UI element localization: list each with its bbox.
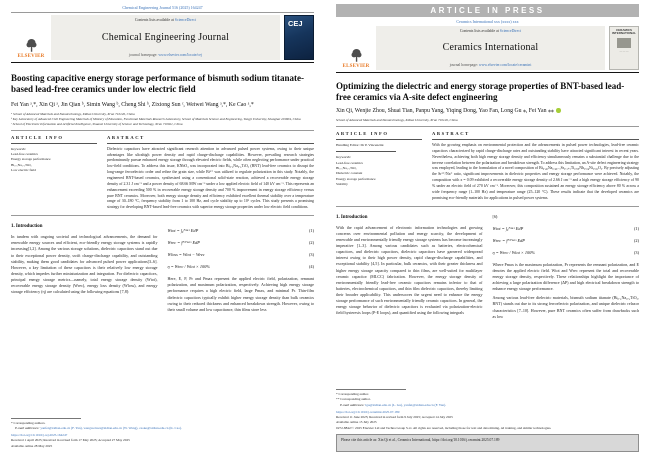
divider [336,139,422,140]
keyword-item: Lead-free ceramics [336,160,363,165]
masthead-center [51,15,280,60]
doi-link[interactable]: https://doi.org/10.1016/j.ceramint.2025.07.189 [336,409,400,414]
journal-masthead [336,26,639,70]
abstract-column [107,135,314,211]
divider [11,12,314,13]
introduction-text: With the rapid advancement of electronic information technologies and growing concerns over environmental pollution and energy scarcity, the development of renewable and environmentally friendly energy storage systems has become increasingly imperative [1–3]. Among various candidates such as batteries, electrochemical capacitors, and dielectric capacitors, dielectric capacitors have garnered widespread interest owing to their high power density, rapid charge-discharge capabilities, and exceptional stability [4,5]. In particular, bulk ceramics, with their greater thickness and higher energy storage capacity compared to thin films, are well-suited for multilayer ceramic capacitor (MLCC) fabrication. However, the energy storage density of environmentally friendly lead-free ceramic capacitors remains inferior to that of batteries, electrochemical capacitors, and thin film dielectric capacitors, thereby limiting their broader applicability. This underscores the urgent need to enhance the energy storage performance of such environmentally friendly ceramic capacitors. In general, the energy storage behavior of dielectric capacitors is evaluated via polarization-electric field hysteresis loops (P-E loops), and quantified using the following integrals [336,224,483,316]
keyword-item: Energy storage performance [336,176,376,181]
equation-body: Wrec = ∫ᴾʳᴾᵐᵃˣ EdP [167,240,200,246]
paper-page-ceramics-international [325,0,650,458]
elsevier-tree-icon [350,48,363,63]
article-info-column [11,135,97,211]
affiliation-item: ᶜ School of Electronic Information and Artificial Intelligence, Shaanxi University of Science and Technology, Xi'an 710021, China [11,121,183,126]
equation-body: Wloss = Wtot − Wrec [167,252,205,258]
copyright-line: 0272-8842/© 2025 Elsevier Ltd and Techna Group S.r.l. All rights are reserved, including those for text and data mining, AI training, and similar technologies. [336,425,552,430]
elsevier-logo [11,15,51,60]
keywords-label: Keywords: [336,155,352,160]
abstract-heading: ABSTRACT [432,131,470,137]
corresponding-note: * Corresponding authors. [11,420,46,425]
email-label: E-mail addresses: [15,425,40,430]
equation-body: Wtot = ∫₀ᴾᵐᵃˣ EdP [492,225,524,231]
email-links[interactable]: lgu@xidian.edu.cn (L. Gu), yanfei@xidian.edu.cn (F. Yan). [365,402,447,407]
equation-number: (1) [308,228,314,234]
cover-column [284,15,314,60]
contents-prefix: Contents lists available at [459,28,499,33]
keywords-block [11,147,97,174]
author-list: Fei Yan ᵃ,*, Xin Qi ᵃ, Jin Qian ᵇ, Simin Wang ᵇ, Cheng Shi ᵇ, Zixiong Sun ᶜ, Weiwei Wang ᵃ,*, Ke Cao ᵃ,* [11,101,254,108]
article-info-heading: ARTICLE INFO [336,131,389,137]
footnote-divider [336,389,406,390]
equation [168,264,315,269]
equation-body: η = Wrec / Wtot × 100% [492,249,535,255]
keyword-item: Low electric field [11,168,36,173]
affiliations [11,112,314,126]
orcid-icon[interactable] [556,108,561,113]
contents-line [53,18,278,22]
abstract-text: With the growing emphasis on environmental protection and the advancements in pulsed power technologies, lead-free ceramic capacitors characterized by rapid charge-discharge rates and outstanding stability have attracted significant interest in recent years. Nevertheless, achieving both high energy storage density and efficiency simultaneously remains a substantial challenge due to the inverse correlation between the polarization and breakdown strength. To address this limitation, an A-site defect engineering strategy was employed, leading to the formulation of a novel composition of Bi₀.₄₈Na₀.₄₈₋ₓSr₀.₁₊ₓTi₀.₈₉Nb₀.₀₄Ni₀.₀₆O₃. By precisely adjusting the Sr²⁺/Na⁺ ratio, significant improvements in dielectric properties and energy storage performance were achieved. Notably, the composition with x = 0.09 exhibited a recoverable energy storage density of 2.66 J cm⁻³ and a high energy storage efficiency of 90 % under an electric field of 270 kV cm⁻¹. Moreover, this composition sustained an energy storage efficiency above 80 % across a wide frequency range (1–100 Hz) and temperature range (25–120 °C). These results indicate that the developed ceramics are promising eco-friendly materials for applications in pulsed power systems. [432,142,639,200]
elsevier-wordmark: ELSEVIER [17,54,45,59]
article-title: Boosting capacitive energy storage performance of bismuth sodium titanate-based lead-free ceramics under low electric field [11,73,304,95]
keyword-item: Energy storage performance [11,157,51,162]
journal-cover-thumbnail[interactable]: CEJ [284,15,314,60]
keyword-item: Bi₀.₅Na₀.₅TiO₃ [336,166,357,171]
journal-citation: Ceramics International xxx (xxxx) xxx [456,18,519,24]
email-links[interactable]: yanfei@xidian.edu.cn (F. Yan), wangweiwei@xidian.edu.cn (W. Wang), caoke@xidian.edu.cn (K. Cao). [40,425,182,430]
available-online: Available online 28 May 2025 [11,443,53,448]
body-left-column [336,212,483,320]
homepage-line [378,63,603,67]
post-equation-text: Here, E, P, Pr and Pmax represent the applied electric field, polarization, remnant polarization, and maximum polarization, respectively. Achieving high energy storage performance requires a high electric field, large Pmax, and minimal Pr. Thin-film dielectric capacitors typically exhibit higher energy storage density than bulk ceramics owing to their reduced thickness and enhanced breakdown strength. However, owing to their small volume and low capacitance, thin films store less [167,276,314,312]
corresponding-note-2: ** Corresponding author. [336,397,371,402]
article-title: Optimizing the dielectric and energy storage properties of BNT-based lead-free ceramics via A-site defect engineering [336,80,625,102]
journal-title: Ceramics International [442,42,539,53]
equation [168,240,315,245]
equation-number: (2) [308,240,314,246]
equation-lead-reference: [6]: [492,213,499,219]
equation-number: (4) [308,264,314,270]
cover-title: CERAMICS INTERNATIONAL [611,27,637,35]
article-info-column [336,131,422,201]
divider [336,126,639,127]
footnote-divider [11,418,81,419]
equation [168,252,315,257]
body-left-column [11,221,158,313]
divider [336,206,639,207]
equation-number: (1) [633,225,639,231]
received-dates: Received 11 June 2025; Received in revised form 9 July 2025; Accepted 14 July 2025 [336,415,453,420]
corresponding-note: * Corresponding author. [336,392,369,397]
contents-line [378,29,603,33]
article-body [336,212,639,320]
cover-detail-lines: — — — [619,50,629,54]
divider [11,143,97,144]
keywords-block [336,155,422,188]
masthead-center [376,26,605,70]
article-info-section [336,131,639,201]
cover-column [609,26,639,70]
equation-body: η = Wrec / Wtot × 100% [167,264,210,270]
masthead-divider [11,62,314,63]
divider [107,143,314,144]
equation-body: Wrec = ∫ᴾʳᴾᵐᵃˣ EdP [492,237,525,243]
page-footer [11,418,314,449]
homepage-prefix: journal homepage: [129,53,158,57]
abstract-column [432,131,639,201]
affiliation-item: ᵃ School of Advanced Materials and Nanotechnology, Xidian University, Xi'an 710126, China [11,112,135,117]
equation [493,250,640,255]
please-cite-box: Please cite this article as: Xin Qi et al., Ceramics International, https://doi.org/10.1016/j.ceramint.2025.07.189 [336,434,639,452]
article-body [11,221,314,313]
affiliations [336,118,639,123]
homepage-link[interactable]: www.elsevier.com/locate/ceramint [478,62,532,67]
journal-masthead [11,15,314,60]
keyword-item: Stability [336,182,348,187]
received-dates: Received 1 April 2025; Received in revised form 17 May 2025; Accepted 27 May 2025 [11,438,130,443]
email-line [336,403,639,408]
equation-body: Wtot = ∫₀ᴾᵐᵃˣ EdP [167,228,199,234]
elsevier-tree-icon [25,38,38,53]
keyword-item: Lead-free ceramics [11,152,38,157]
journal-title: Chemical Engineering Journal [101,32,230,43]
cover-image [617,38,631,48]
section-heading: 1. Introduction [11,224,43,230]
equation-number: (3) [308,252,314,258]
divider [336,151,396,152]
keyword-item: Bi₀.₅Na₀.₅TiO₃ [11,162,32,167]
elsevier-wordmark: ELSEVIER [342,63,370,69]
body-right-column [168,221,315,313]
equation [493,226,640,231]
available-online: Available online 15 July 2025 [336,420,377,425]
masthead-divider [336,72,639,73]
body-right-column [493,212,640,320]
abstract-heading: ABSTRACT [107,135,145,141]
homepage-line [53,53,278,57]
homepage-prefix: journal homepage: [449,62,478,67]
post-equation-text-2: Among various lead-free dielectric materials, bismuth sodium titanate (Bi₀.₅Na₀.₅TiO₃, BNT) stands out due to its strong ferroelectric polarization, and unique dielectric relaxor characteristics [7–10]. However, pure BNT ceramics often suffer from drawbacks such as low [492,295,639,319]
journal-citation: Chemical Engineering Journal 516 (2025) 164247 [122,5,203,10]
sciencedirect-link[interactable]: ScienceDirect [174,18,197,22]
article-info-heading: ARTICLE INFO [11,135,64,141]
contents-prefix: Contents lists available at [134,18,174,22]
equation-number: (2) [633,237,639,243]
divider [432,139,639,140]
handling-editor: Handling Editor: Dr P. Vincenzini [336,142,384,147]
divider [11,130,314,131]
abstract-text: Dielectric capacitors have attracted significant research attention in advanced pulsed power systems, owing to their unique advantages like ultrahigh power density and rapid charge-discharge capabilities. However, prevailing research strategies predominantly pursue enhanced energy storage through elevated electric fields, while often neglecting performance under practical low-field conditions. To address this issue, KNbO₃ was incorporated into Bi₀.₅Na₀.₅TiO₃ (BNT) lead-free ceramics to disrupt the long-range ferroelectric order and refine the grain size, while Bi³⁺ was utilized to regulate polarization in this study. Notably, the engineered BNT-based ceramics, synthesized using a conventional solid-state reaction, achieved a recoverable energy storage density of 2.31 J cm⁻³ and a power density of 68.66 MW cm⁻³ under a low applied electric field of 140 kV cm⁻¹. This represents an enhancement exceeding 500 % in recoverable energy storage density and 700 % improvement in energy storage efficiency versus pure BNT ceramics. Moreover, both energy storage density and efficiency exhibited excellent thermal stability over a temperature range of 30–180 °C, frequency stability from 1 to 100 Hz, and cycle stability up to 10⁵ cycles. This study presents a promising strategy for developing BNT-based lead-free ceramics with superior energy storage properties under low electric field conditions. [107,146,314,210]
article-in-press-banner: ARTICLE IN PRESS [336,4,639,17]
doi-link[interactable]: https://doi.org/10.1016/j.cej.2025.164247 [11,433,68,438]
introduction-text: In tandem with ongoing societal and technological advancements, the demand for renewable energy sources and efficient, eco-friendly energy storage systems is rapidly increasing[1,2]. Among the various storage solutions, dielectric capacitors stand out due to their exceptional power density, swift charge-discharge capability, and outstanding stability, making them good candidates for advanced pulsed power applications[3–6]. However, a key limitation of these capacitors is their relatively low energy storage density, which impedes further miniaturization and integration. For dielectric capacitors, principal energy storage metrics—namely, total energy storage density (Wtot), recoverable energy storage density (Wrec), energy loss density (Wloss), and energy storage efficiency (η) are calculated using the following equations [7,8]: [11,234,158,295]
divider [11,215,314,216]
email-label: E-mail addresses: [340,402,365,407]
sciencedirect-link[interactable]: ScienceDirect [499,28,522,33]
affiliation-item: ᵇ Key Laboratory of Advanced Civil Engineering Materials of Ministry of Education, Functional Materials Research Laboratory, School of Materials Science and Engineering, Tongji University, Shanghai 201804, China [11,116,301,121]
equation [168,228,315,233]
keywords-label: Keywords: [11,146,27,151]
email-line [11,426,314,431]
elsevier-logo [336,26,376,70]
journal-cover-thumbnail[interactable] [609,26,639,70]
post-equation-text: Where Pmax is the maximum polarization, Pr represents the remnant polarization, and E denotes the applied electric field. Wtot and Wrec represent the total and recoverable energy storage density, respectively. These relationships highlight the importance of achieving a large polarization difference (ΔP) and high electrical breakdown strength to enhance energy storage performance. [492,261,639,292]
equation-number: (3) [633,249,639,255]
homepage-link[interactable]: www.elsevier.com/locate/cej [158,53,202,57]
section-heading: 1. Introduction [336,214,368,220]
affiliation-item: School of Advanced Materials and Nanotechnology, Xidian University, Xi'an 710126, China [336,117,458,122]
article-info-section [11,135,314,211]
page-footer [336,389,639,431]
keyword-item: Dielectric constant [336,171,363,176]
author-list [336,108,639,116]
equation [493,238,640,243]
author-names: Xin Qi, Wenjie Zhou, Shuai Tian, Panpu Yang, Yiqing Dong, Yao Fan, Long Gu ⁎, Fei Yan ⁎⁎ [336,108,554,114]
